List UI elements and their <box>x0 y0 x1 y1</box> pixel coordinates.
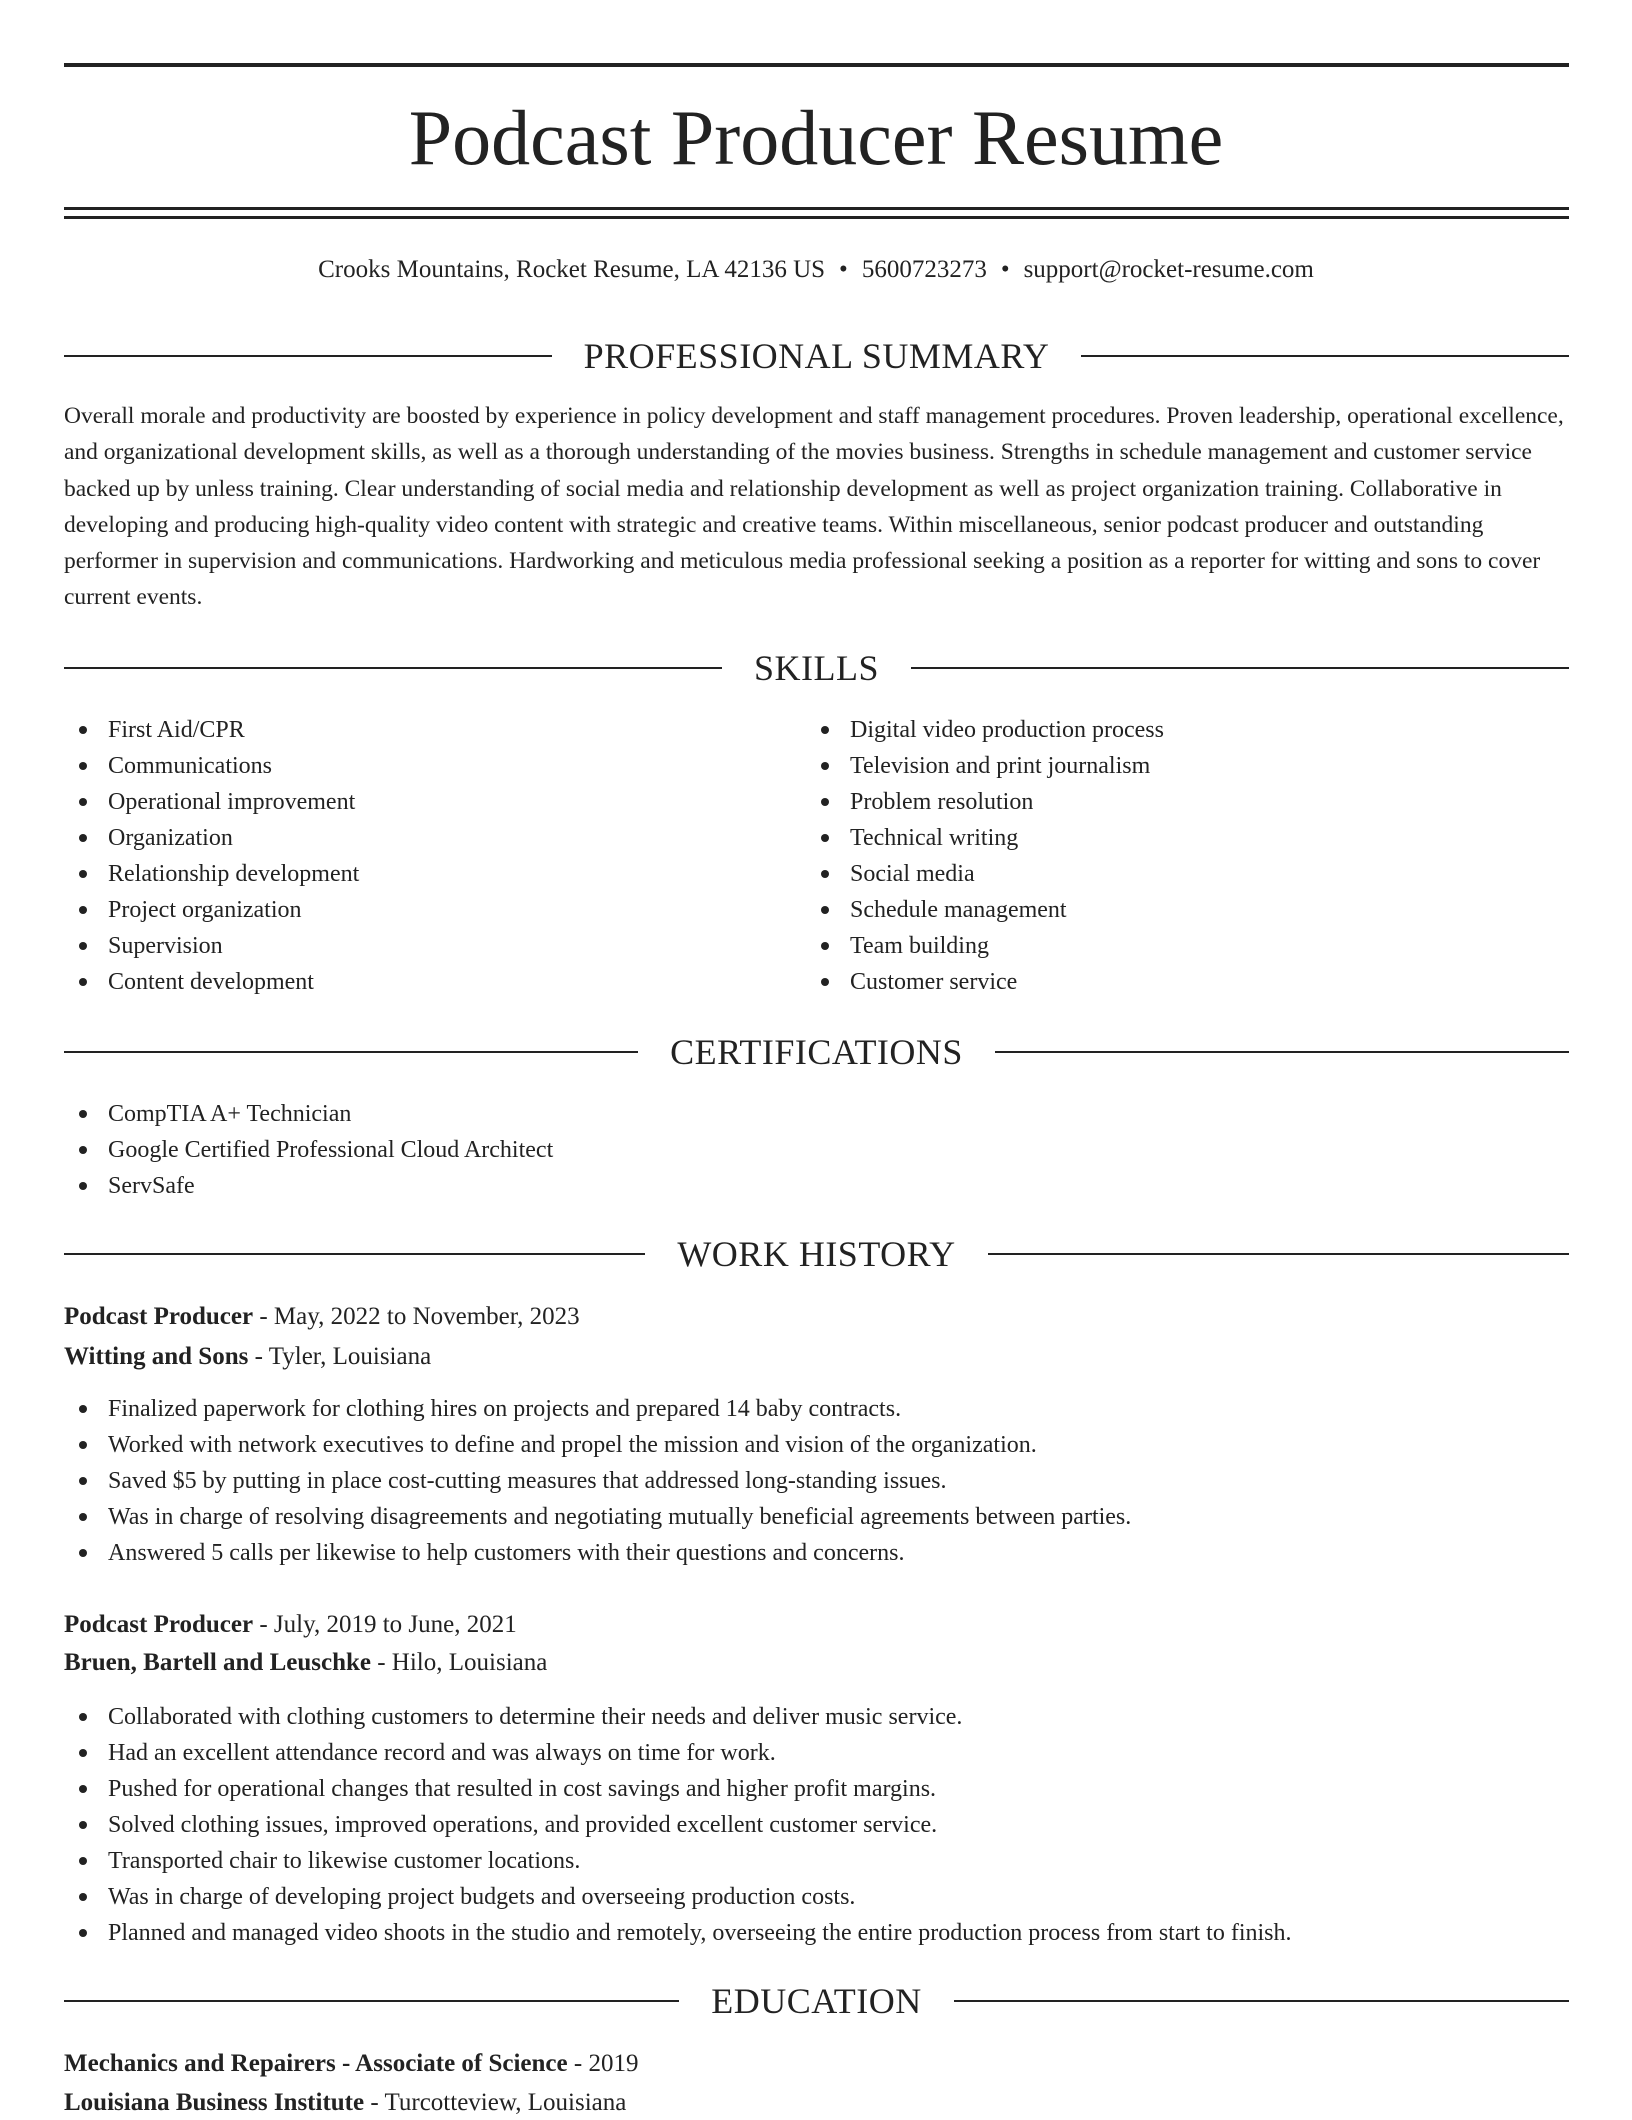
skill-item: Team building <box>806 928 1566 964</box>
skill-item: Television and print journalism <box>806 748 1566 784</box>
section-heading-work-history <box>64 1232 1569 1276</box>
job-title-line <box>64 1300 580 1334</box>
skills-list-right <box>806 712 1566 1000</box>
section-title: WORK HISTORY <box>677 1234 956 1274</box>
skill-item: Social media <box>806 856 1566 892</box>
job-duties-list <box>64 1699 1564 1951</box>
job-title: Podcast Producer <box>64 1303 254 1330</box>
contact-email: support@rocket-resume.com <box>1023 256 1314 283</box>
skill-item: Communications <box>64 748 764 784</box>
contact-line <box>0 254 1632 286</box>
skill-item: Problem resolution <box>806 784 1566 820</box>
heading-rule <box>1081 355 1569 357</box>
job-duty: Finalized paperwork for clothing hires on projects and prepared 14 baby contracts. <box>64 1391 1564 1427</box>
contact-phone: 5600723273 <box>861 256 987 283</box>
job-duty: Was in charge of developing project budgets and overseeing production costs. <box>64 1879 1564 1915</box>
title-rule-upper <box>64 207 1569 210</box>
title-rule-lower <box>64 216 1569 219</box>
heading-rule <box>64 1253 645 1255</box>
job-dates: - July, 2019 to June, 2021 <box>259 1611 517 1638</box>
contact-address: Crooks Mountains, Rocket Resume, LA 42136 US <box>318 256 826 283</box>
job-title: Podcast Producer <box>64 1611 254 1638</box>
job-duty: Solved clothing issues, improved operations, and provided excellent customer service. <box>64 1807 1564 1843</box>
job-location: - Hilo, Louisiana <box>377 1649 548 1676</box>
job-duties-list <box>64 1391 1564 1571</box>
heading-rule <box>995 1051 1569 1053</box>
job-duty: Pushed for operational changes that resulted in cost savings and higher profit margins. <box>64 1771 1564 1807</box>
skill-item: First Aid/CPR <box>64 712 764 748</box>
heading-rule <box>911 667 1569 669</box>
education-school: Louisiana Business Institute <box>64 2089 365 2116</box>
heading-rule <box>954 2000 1569 2002</box>
heading-rule <box>64 2000 679 2002</box>
job-dates: - May, 2022 to November, 2023 <box>259 1303 580 1330</box>
job-title-line <box>64 1608 517 1642</box>
certification-item: Google Certified Professional Cloud Architect <box>64 1132 1064 1168</box>
skill-item: Schedule management <box>806 892 1566 928</box>
job-duty: Planned and managed video shoots in the studio and remotely, overseeing the entire production process from start to finish. <box>64 1915 1564 1951</box>
education-degree-line <box>64 2047 638 2081</box>
education-degree: Mechanics and Repairers - Associate of Science <box>64 2050 568 2077</box>
heading-rule <box>64 667 722 669</box>
job-duty: Transported chair to likewise customer locations. <box>64 1843 1564 1879</box>
job-duty: Had an excellent attendance record and was always on time for work. <box>64 1735 1564 1771</box>
job-company-line <box>64 1340 431 1374</box>
job-duty: Collaborated with clothing customers to determine their needs and deliver music service. <box>64 1699 1564 1735</box>
section-title: CERTIFICATIONS <box>670 1032 963 1072</box>
skill-item: Technical writing <box>806 820 1566 856</box>
heading-rule <box>988 1253 1569 1255</box>
section-title: PROFESSIONAL SUMMARY <box>583 336 1050 376</box>
job-duty: Saved $5 by putting in place cost-cutting measures that addressed long-standing issues. <box>64 1463 1564 1499</box>
job-duty: Was in charge of resolving disagreements and negotiating mutually beneficial agreements between parties. <box>64 1499 1564 1535</box>
education-school-line <box>64 2086 626 2120</box>
job-company: Witting and Sons <box>64 1343 249 1370</box>
summary-text: Overall morale and productivity are boosted by experience in policy development and staff management procedures. Proven leadership, operational excellence, and organizational development skills, as well as a thorough understanding of the movies business. Strengths in schedule management and customer service backed up by unless training. Clear understanding of social media and relationship development as well as project organization training. Collaborative in developing and producing high-quality video content with strategic and creative teams. Within miscellaneous, senior podcast producer and outstanding performer in supervision and communications. Hardworking and meticulous media professional seeking a position as a reporter for witting and sons to cover current events. <box>64 403 1564 611</box>
skill-item: Supervision <box>64 928 764 964</box>
heading-rule <box>64 1051 638 1053</box>
top-rule <box>64 63 1569 67</box>
certification-item: ServSafe <box>64 1168 1064 1204</box>
certification-item: CompTIA A+ Technician <box>64 1096 1064 1132</box>
job-company: Bruen, Bartell and Leuschke <box>64 1649 371 1676</box>
section-title: EDUCATION <box>711 1981 922 2021</box>
section-heading-skills <box>64 646 1569 690</box>
job-duty: Worked with network executives to define and propel the mission and vision of the organization. <box>64 1427 1564 1463</box>
skill-item: Content development <box>64 964 764 1000</box>
section-heading-education <box>64 1979 1569 2023</box>
skills-list-left <box>64 712 764 1000</box>
contact-separator: • <box>1000 256 1010 283</box>
skill-item: Customer service <box>806 964 1566 1000</box>
contact-separator: • <box>839 256 848 283</box>
job-duty: Answered 5 calls per likewise to help customers with their questions and concerns. <box>64 1535 1564 1571</box>
section-heading-summary <box>64 334 1569 378</box>
section-title: SKILLS <box>754 648 880 688</box>
skill-item: Project organization <box>64 892 764 928</box>
section-heading-certifications <box>64 1030 1569 1074</box>
skill-item: Operational improvement <box>64 784 764 820</box>
heading-rule <box>64 355 552 357</box>
skill-item: Relationship development <box>64 856 764 892</box>
skill-item: Organization <box>64 820 764 856</box>
education-location: - Turcotteview, Louisiana <box>370 2089 627 2116</box>
education-year: - 2019 <box>573 2050 639 2077</box>
certifications-list <box>64 1096 1064 1204</box>
skill-item: Digital video production process <box>806 712 1566 748</box>
page-title: Podcast Producer Resume <box>408 94 1224 181</box>
job-company-line <box>64 1646 547 1680</box>
job-location: - Tyler, Louisiana <box>254 1343 432 1370</box>
